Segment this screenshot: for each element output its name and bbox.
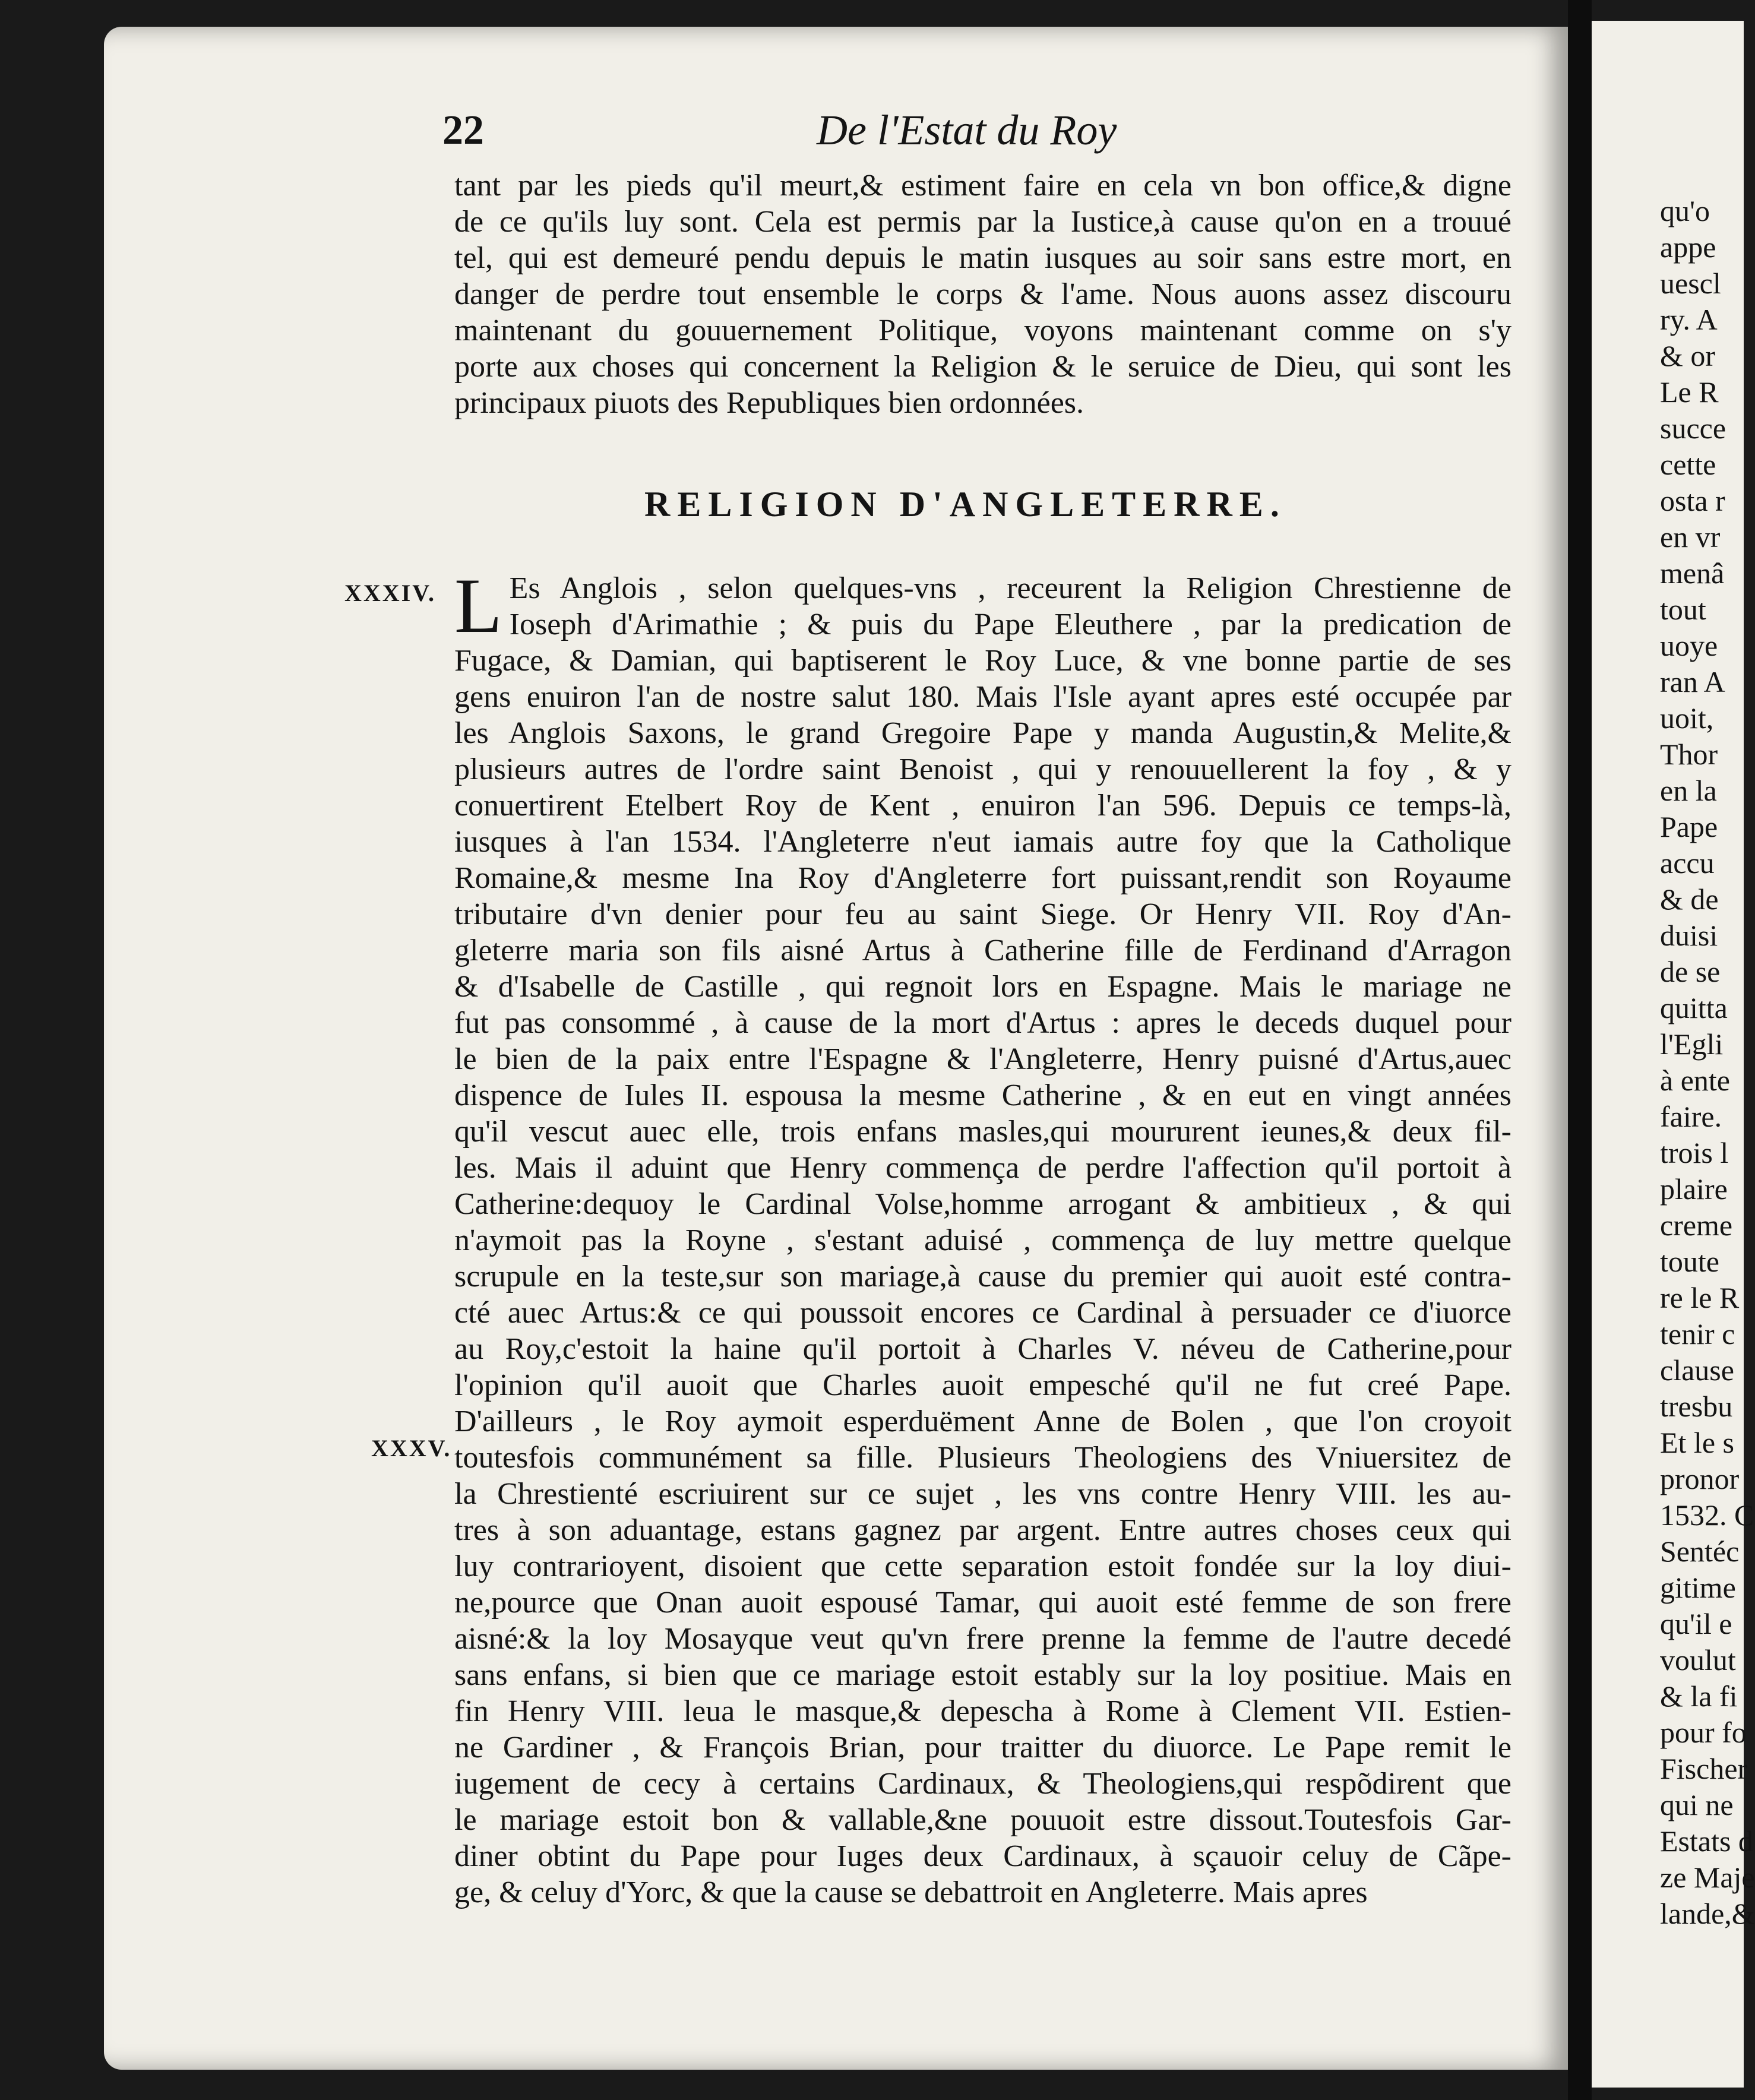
right-page-fragment: osta r <box>1660 484 1725 517</box>
main_paragraph-line: toutesfois communément sa fille. Plusieurs Theologiens des Vniuersitez de <box>454 1441 1511 1475</box>
right-page-fragment: faire. <box>1660 1100 1722 1133</box>
top_paragraph-line: maintenant du gouuernement Politique, voyons maintenant comme on s'y <box>454 314 1511 347</box>
right-page-fragment: creme <box>1660 1209 1733 1242</box>
main_paragraph-line: n'aymoit pas la Royne , s'estant aduisé , commença de luy mettre quelque <box>454 1223 1511 1257</box>
top_paragraph-line: danger de perdre tout ensemble le corps & l'ame. Nous auons assez discouru <box>454 277 1511 311</box>
page-number: 22 <box>442 107 484 153</box>
margin-note-xxxv: XXXV. <box>371 1435 452 1462</box>
section-heading: RELIGION D'ANGLETERRE. <box>644 485 1286 524</box>
right-page-fragment: Estats d <box>1660 1824 1753 1858</box>
right-page-fragment: à ente <box>1660 1064 1730 1097</box>
top_paragraph-line: de ce qu'ils luy sont. Cela est permis par la Iustice,à cause qu'on en a trouué <box>454 205 1511 239</box>
right-page-fragment: l'Egli <box>1660 1027 1724 1061</box>
right-page-fragment: cette <box>1660 448 1716 481</box>
main_paragraph-line: le bien de la paix entre l'Espagne & l'Angleterre, Henry puisné d'Artus,auec <box>454 1042 1511 1076</box>
right-page-fragment: qu'o <box>1660 194 1710 227</box>
right-page-fragment: duisi <box>1660 919 1718 952</box>
main_paragraph-line: aisné:& la loy Mosayque veut qu'vn frere prenne la femme de l'autre decedé <box>454 1622 1511 1656</box>
right-page-fragment: gitime <box>1660 1571 1736 1604</box>
top-paragraph <box>454 167 1511 421</box>
right-page-fragment: uoye <box>1660 629 1718 662</box>
right-page-fragment: re le R <box>1660 1281 1740 1314</box>
right-page-fragment: qu'il e <box>1660 1607 1732 1640</box>
right-page-fragment: trois l <box>1660 1136 1729 1169</box>
right-page-fragment: en vr <box>1660 520 1721 554</box>
right-page-fragment: pour fo <box>1660 1716 1747 1749</box>
main-paragraph <box>454 562 1511 1911</box>
top_paragraph-line: porte aux choses qui concernent la Religion & le seruice de Dieu, qui sont les <box>454 350 1511 384</box>
main_paragraph-line: diner obtint du Pape pour Iuges deux Cardinaux, à sçauoir celuy de Cãpe- <box>454 1839 1511 1873</box>
right-page-fragment: lande,& <box>1660 1897 1755 1930</box>
main_paragraph-line: tres à son aduantage, estans gagnez par argent. Entre autres choses ceux qui <box>454 1513 1511 1547</box>
top_paragraph-line: principaux piuots des Republiques bien ordonnées. <box>454 386 1084 420</box>
margin-note-xxxiv: XXXIV. <box>344 580 436 606</box>
right-page-fragment: voulut <box>1660 1643 1736 1677</box>
main_paragraph-line: le mariage estoit bon & vallable,&ne pouuoit estre dissout.Toutesfois Gar- <box>454 1803 1511 1837</box>
right-page-fragment: 1532. C <box>1660 1498 1754 1532</box>
right-page-fragment: Sentéc <box>1660 1535 1740 1568</box>
right-page-fragment: Thor <box>1660 738 1718 771</box>
main_paragraph-line: Fugace, & Damian, qui baptiserent le Roy Luce, & vne bonne partie de ses <box>454 644 1511 678</box>
right-page-fragment: uoit, <box>1660 701 1714 735</box>
right-page-fragment: en la <box>1660 774 1717 807</box>
main_paragraph-line: Catherine:dequoy le Cardinal Volse,homme arrogant & ambitieux , & qui <box>454 1187 1511 1221</box>
right-page-fragment: Pape <box>1660 810 1718 843</box>
right-page-fragment: tout <box>1660 593 1706 626</box>
drop-cap: L <box>454 562 502 649</box>
main_paragraph-line: plusieurs autres de l'ordre saint Benoist , qui y renouuellerent la foy , & y <box>454 752 1511 786</box>
right-page-fragment: quitta <box>1660 991 1728 1024</box>
right-page <box>1592 21 1755 2088</box>
main_paragraph-line: fut pas consommé , à cause de la mort d'Artus : apres le deceds duquel pour <box>454 1006 1511 1040</box>
right-page-fragment: Et le s <box>1660 1426 1734 1459</box>
main_paragraph-line: gens enuiron l'an de nostre salut 180. Mais l'Isle ayant apres esté occupée par <box>454 680 1511 714</box>
main_paragraph-line: gleterre maria son fils aisné Artus à Catherine fille de Ferdinand d'Arragon <box>454 934 1511 967</box>
right-page-fragment: qui ne <box>1660 1788 1734 1821</box>
main_paragraph-line: ge, & celuy d'Yorc, & que la cause se debattroit en Angleterre. Mais apres <box>454 1876 1368 1909</box>
main_paragraph-line: fin Henry VIII. leua le masque,& depescha à Rome à Clement VII. Estien- <box>454 1694 1511 1728</box>
main_paragraph-line: & d'Isabelle de Castille , qui regnoit lors en Espagne. Mais le mariage ne <box>454 970 1511 1004</box>
right-page-fragment: toute <box>1660 1245 1719 1278</box>
right-page-fragment: uescl <box>1660 267 1721 300</box>
main_paragraph-line: conuertirent Etelbert Roy de Kent , enuiron l'an 596. Depuis ce temps-là, <box>454 789 1511 823</box>
right-page-fragment: tresbu <box>1660 1390 1733 1423</box>
main_paragraph-line: Es Anglois , selon quelques-vns , receurent la Religion Chrestienne de <box>509 571 1511 605</box>
right-page-fragment: succe <box>1660 412 1726 445</box>
main_paragraph-line: qu'il vescut auec elle, trois enfans masles,qui moururent ieunes,& deux fil- <box>454 1115 1511 1149</box>
right-page-fragment: ze Maje <box>1660 1861 1755 1894</box>
main_paragraph-line: la Chrestienté escriuirent sur ce sujet , les vns contre Henry VIII. les au- <box>454 1477 1511 1511</box>
main_paragraph-line: les Anglois Saxons, le grand Gregoire Pape y manda Augustin,& Melite,& <box>454 716 1511 750</box>
main_paragraph-line: tributaire d'vn denier pour feu au saint Siege. Or Henry VII. Roy d'An- <box>454 897 1511 931</box>
main_paragraph-line: luy contrarioyent, disoient que cette separation estoit fondée sur la loy diui- <box>454 1549 1511 1583</box>
right-page-fragment: Le R <box>1660 375 1719 409</box>
right-page-fragment: ran A <box>1660 665 1725 698</box>
right-page-text <box>1660 193 1755 1932</box>
right-page-fragment: clause <box>1660 1353 1734 1387</box>
right-page-fragment: pronor <box>1660 1462 1740 1495</box>
main_paragraph-line: scrupule en la teste,sur son mariage,à cause du premier qui auoit esté contra- <box>454 1260 1511 1293</box>
top_paragraph-line: tant par les pieds qu'il meurt,& estiment faire en cela vn bon office,& digne <box>454 169 1511 203</box>
right-page-fragment: & la fi <box>1660 1680 1738 1713</box>
book-gutter <box>1568 0 1592 2100</box>
right-page-fragment: ry. A <box>1660 303 1718 336</box>
main_paragraph-line: les. Mais il aduint que Henry commença de perdre l'affection qu'il portoit à <box>454 1151 1511 1185</box>
main_paragraph-line: iugement de cecy à certains Cardinaux, & Theologiens,qui respõdirent que <box>454 1767 1511 1801</box>
running-title: De l'Estat du Roy <box>817 106 1117 154</box>
main_paragraph-line: l'opinion qu'il auoit que Charles auoit empesché qu'il ne fut creé Pape. <box>454 1368 1511 1402</box>
main_paragraph-line: dispence de Iules II. espousa la mesme Catherine , & en eut en vingt années <box>454 1079 1511 1112</box>
main_paragraph-line: sans enfans, si bien que ce mariage estoit estably sur la loy positiue. Mais en <box>454 1658 1511 1692</box>
main_paragraph-line: Ioseph d'Arimathie ; & puis du Pape Eleuthere , par la predication de <box>509 608 1511 641</box>
main_paragraph-line: iusques à l'an 1534. l'Angleterre n'eut iamais autre foy que la Catholique <box>454 825 1511 859</box>
main_paragraph-line: ne,pource que Onan auoit espousé Tamar, qui auoit esté femme de son frere <box>454 1586 1511 1620</box>
main_paragraph-line: cté auec Artus:& ce qui poussoit encores ce Cardinal à persuader ce d'iuorce <box>454 1296 1511 1330</box>
top_paragraph-line: tel, qui est demeuré pendu depuis le matin iusques au soir sans estre mort, en <box>454 241 1511 275</box>
main_paragraph-line: Romaine,& mesme Ina Roy d'Angleterre fort puissant,rendit son Royaume <box>454 861 1511 895</box>
right-page-fragment: appe <box>1660 230 1716 264</box>
main_paragraph-line: ne Gardiner , & François Brian, pour traitter du diuorce. Le Pape remit le <box>454 1731 1511 1764</box>
right-page-fragment: & or <box>1660 339 1716 372</box>
right-page-fragment: accu <box>1660 846 1715 880</box>
right-page-fragment: plaire <box>1660 1172 1728 1206</box>
right-page-fragment: tenir c <box>1660 1317 1735 1351</box>
right-page-fragment: menâ <box>1660 556 1725 590</box>
right-page-fragment: Fischer <box>1660 1752 1748 1785</box>
main_paragraph-line: D'ailleurs , le Roy aymoit esperduëment Anne de Bolen , que l'on croyoit <box>454 1405 1511 1438</box>
right-page-fragment: & de <box>1660 883 1719 916</box>
right-page-fragment: de se <box>1660 955 1721 988</box>
main_paragraph-line: au Roy,c'estoit la haine qu'il portoit à Charles V. néveu de Catherine,pour <box>454 1332 1511 1366</box>
